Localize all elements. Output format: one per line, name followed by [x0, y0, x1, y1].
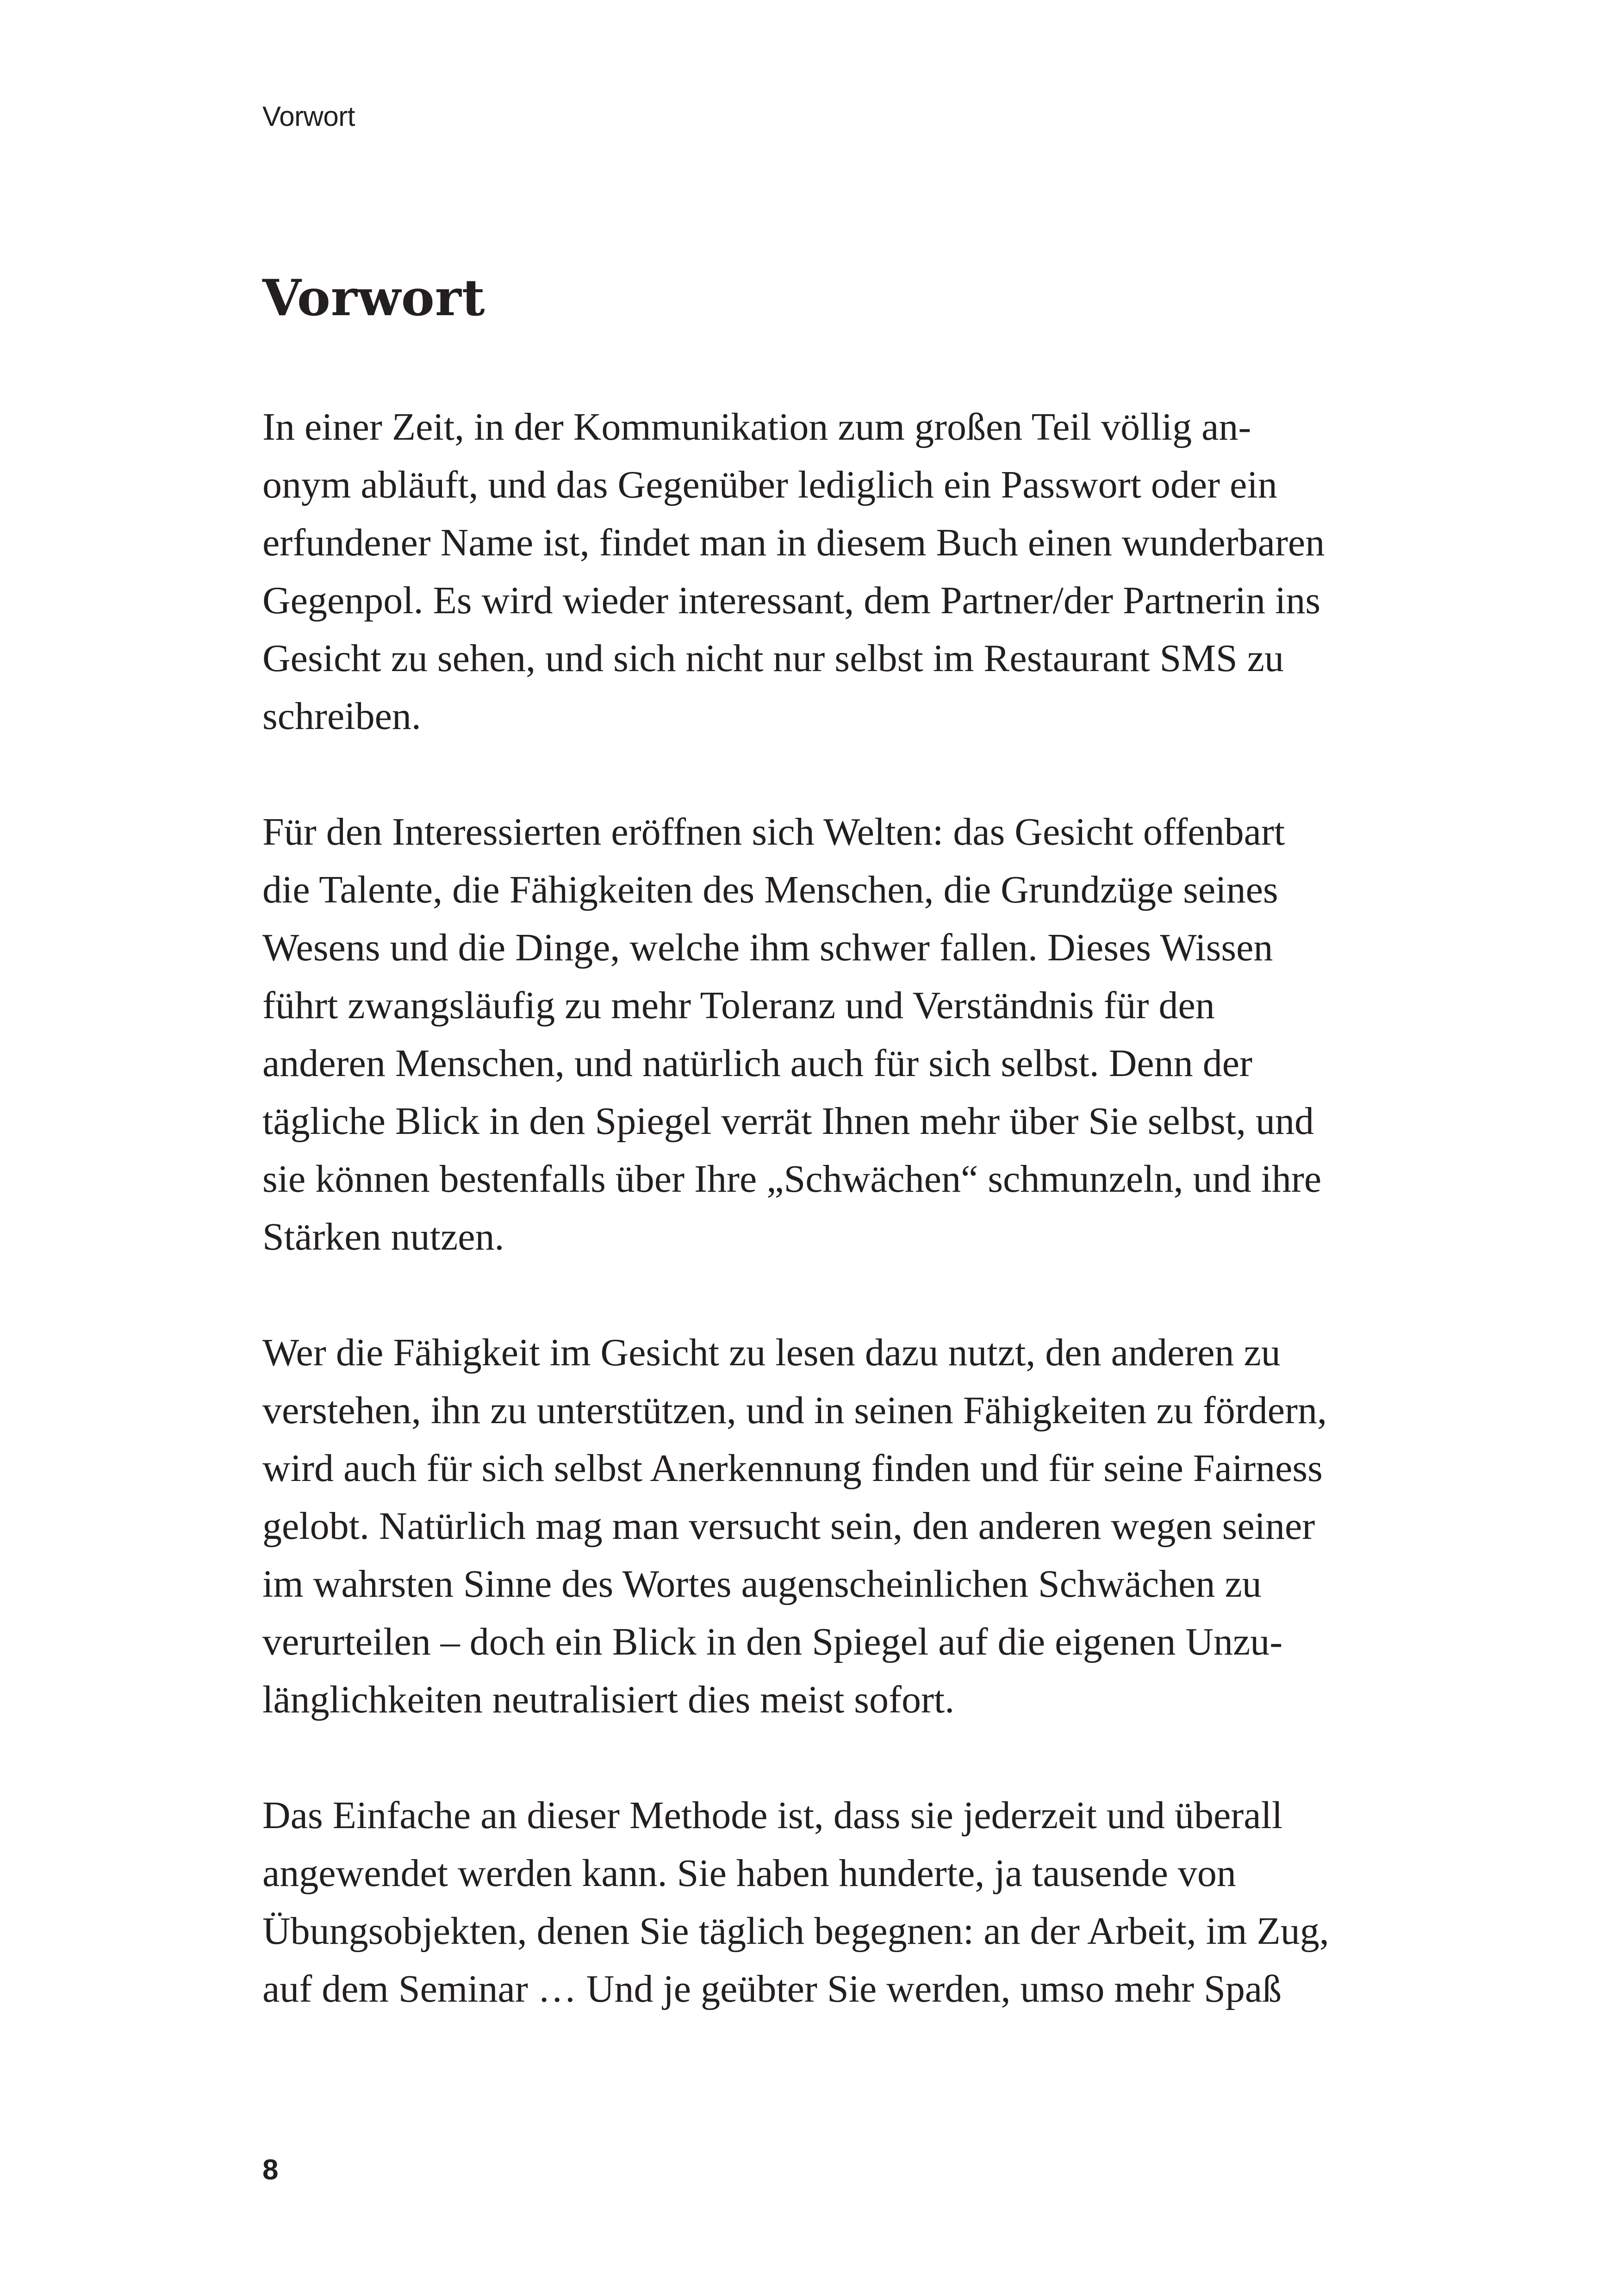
text-line: In einer Zeit, in der Kommunikation zum großen Teil völlig an- [262, 405, 1251, 448]
page-number: 8 [262, 2154, 279, 2186]
text-line: schreiben. [262, 695, 421, 738]
paragraph [262, 398, 1373, 745]
chapter-title: Vorwort [262, 269, 485, 327]
running-head: Vorwort [262, 101, 355, 132]
text-line: Das Einfache an dieser Methode ist, dass sie jederzeit und überall [262, 1794, 1283, 1837]
paragraph [262, 1324, 1373, 1729]
text-line: Wer die Fähigkeit im Gesicht zu lesen dazu nutzt, den anderen zu [262, 1331, 1281, 1374]
text-line: im wahrsten Sinne des Wortes augenscheinlichen Schwächen zu [262, 1562, 1262, 1605]
text-line: angewendet werden kann. Sie haben hunderte, ja tausende von [262, 1852, 1236, 1895]
text-line: die Talente, die Fähigkeiten des Menschen, die Grundzüge seines [262, 868, 1278, 911]
text-line: gelobt. Natürlich mag man versucht sein, den anderen wegen seiner [262, 1505, 1315, 1548]
paragraph [262, 1786, 1373, 2018]
text-line: Stärken nutzen. [262, 1215, 504, 1258]
text-line: verurteilen – doch ein Blick in den Spiegel auf die eigenen Unzu- [262, 1620, 1283, 1663]
text-line: auf dem Seminar … Und je geübter Sie werden, umso mehr Spaß [262, 1967, 1282, 2010]
paragraph [262, 803, 1373, 1266]
text-line: Wesens und die Dinge, welche ihm schwer fallen. Dieses Wissen [262, 926, 1273, 969]
text-line: anderen Menschen, und natürlich auch für sich selbst. Denn der [262, 1042, 1252, 1085]
text-line: Für den Interessierten eröffnen sich Welten: das Gesicht offenbart [262, 810, 1285, 853]
text-line: wird auch für sich selbst Anerkennung finden und für seine Fairness [262, 1447, 1323, 1490]
body-text [262, 398, 1373, 2076]
text-line: tägliche Blick in den Spiegel verrät Ihnen mehr über Sie selbst, und [262, 1100, 1314, 1143]
text-line: Übungsobjekten, denen Sie täglich begegnen: an der Arbeit, im Zug, [262, 1910, 1329, 1953]
text-line: verstehen, ihn zu unterstützen, und in seinen Fähigkeiten zu fördern, [262, 1389, 1327, 1432]
text-line: Gesicht zu sehen, und sich nicht nur selbst im Restaurant SMS zu [262, 637, 1284, 680]
text-line: führt zwangsläufig zu mehr Toleranz und Verständnis für den [262, 984, 1215, 1027]
text-line: länglichkeiten neutralisiert dies meist sofort. [262, 1678, 955, 1721]
text-line: erfundener Name ist, findet man in diesem Buch einen wunderbaren [262, 521, 1325, 564]
text-line: sie können bestenfalls über Ihre „Schwächen“ schmunzeln, und ihre [262, 1157, 1322, 1201]
text-line: Gegenpol. Es wird wieder interessant, dem Partner/der Partnerin ins [262, 579, 1321, 622]
text-line: onym abläuft, und das Gegenüber lediglich ein Passwort oder ein [262, 463, 1277, 506]
